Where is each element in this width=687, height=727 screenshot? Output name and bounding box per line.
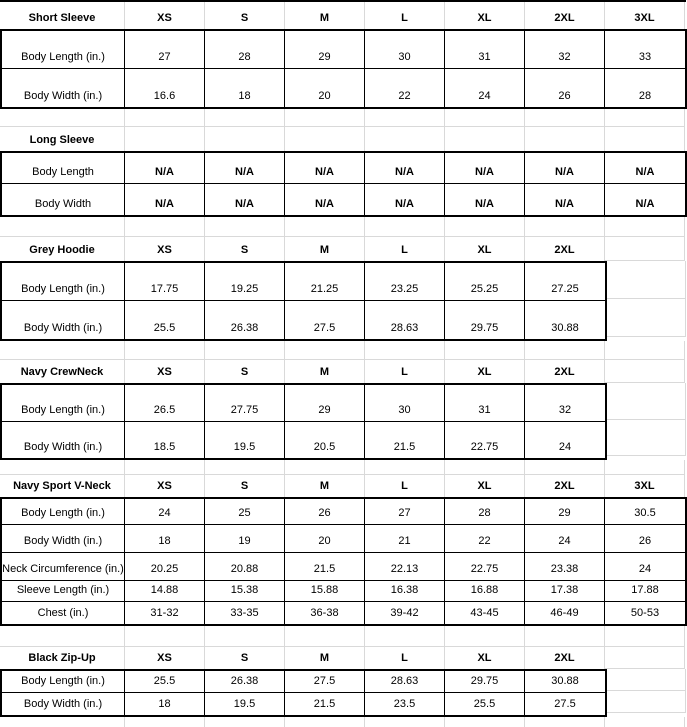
value-cell[interactable]: 27 [365,499,445,525]
value-cell[interactable]: 25 [205,499,285,525]
bottom-gap-row [0,717,685,727]
empty-cell[interactable] [125,341,205,360]
value-cell[interactable]: 24 [525,422,605,458]
section-data-area [0,151,686,217]
section-gap-row [0,626,685,647]
empty-cell[interactable] [365,341,445,360]
empty-cell[interactable] [365,127,445,151]
value-cell[interactable]: 27.5 [285,671,365,693]
empty-cell[interactable] [605,360,685,383]
value-cell[interactable]: 26.38 [205,671,285,693]
row-label-cell[interactable]: Sleeve Length (in.) [2,581,125,602]
size-header-cell[interactable]: L [365,2,445,29]
product-name-cell[interactable]: Black Zip-Up [0,647,125,669]
value-cell[interactable]: N/A [525,153,605,184]
value-cell[interactable]: 31 [445,31,525,69]
empty-cell[interactable] [605,109,685,127]
row-label-cell[interactable]: Body Length (in.) [2,385,125,422]
value-cell[interactable]: 27.75 [205,385,285,422]
value-cell[interactable]: 26 [285,499,365,525]
row-label-cell[interactable]: Body Length (in.) [2,31,125,69]
value-cell[interactable]: 23.5 [365,693,445,715]
section-data-area [0,669,686,717]
value-cell[interactable]: N/A [285,184,365,215]
value-cell[interactable]: 21 [365,525,445,553]
empty-cell[interactable] [125,109,205,127]
value-cell[interactable]: 30.88 [525,671,605,693]
size-header-cell[interactable]: 2XL [525,647,605,669]
section-data-area [0,383,686,460]
empty-cell[interactable] [0,460,125,475]
size-header-cell[interactable]: M [285,475,365,497]
size-header-cell[interactable]: M [285,2,365,29]
empty-cell[interactable] [125,217,205,237]
empty-cell[interactable] [0,626,125,647]
value-cell[interactable]: 17.75 [125,263,205,301]
product-name-cell[interactable]: Short Sleeve [0,2,125,29]
value-cell[interactable]: 24 [525,525,605,553]
empty-columns [607,669,686,717]
size-header-cell[interactable]: XS [125,475,205,497]
empty-cell[interactable] [605,460,685,475]
empty-cell[interactable] [605,341,685,360]
value-cell[interactable]: 33 [605,31,685,69]
size-header-cell[interactable]: S [205,360,285,383]
empty-cell[interactable] [445,127,525,151]
section-gap-row [0,109,685,127]
empty-cell[interactable] [445,217,525,237]
size-header-cell[interactable]: 2XL [525,360,605,383]
value-cell[interactable]: 31-32 [125,602,205,624]
value-cell[interactable]: 22 [445,525,525,553]
value-cell[interactable]: 18 [125,525,205,553]
value-cell[interactable]: N/A [125,153,205,184]
row-label-cell[interactable]: Body Length (in.) [2,263,125,301]
empty-cell[interactable] [0,217,125,237]
row-label-cell[interactable]: Body Width (in.) [2,693,125,715]
value-cell[interactable]: 26.5 [125,385,205,422]
value-cell[interactable]: 25.5 [125,671,205,693]
size-header-cell[interactable]: 2XL [525,475,605,497]
empty-cell[interactable] [607,299,686,337]
size-header-cell[interactable]: S [205,475,285,497]
value-cell[interactable]: 17.88 [605,581,685,602]
empty-cell[interactable] [365,626,445,647]
value-cell[interactable]: 19 [205,525,285,553]
row-label-cell[interactable]: Body Width [2,184,125,215]
value-cell[interactable]: 18 [125,693,205,715]
size-header-cell[interactable]: 3XL [605,2,685,29]
value-cell[interactable]: 16.6 [125,69,205,107]
size-table [0,261,607,341]
empty-cell[interactable] [605,717,685,727]
value-cell[interactable]: 20.5 [285,422,365,458]
value-cell[interactable]: 27 [125,31,205,69]
empty-cell[interactable] [0,109,125,127]
size-header-cell[interactable]: L [365,647,445,669]
value-cell[interactable]: 22.75 [445,422,525,458]
product-name-cell[interactable]: Long Sleeve [0,127,125,151]
value-cell[interactable]: 32 [525,385,605,422]
value-cell[interactable]: 30.88 [525,301,605,339]
value-cell[interactable]: 20.25 [125,553,205,581]
value-cell[interactable]: 18.5 [125,422,205,458]
value-cell[interactable]: 23.38 [525,553,605,581]
value-cell[interactable]: 23.25 [365,263,445,301]
value-cell[interactable]: 27.25 [525,263,605,301]
value-cell[interactable]: 22 [365,69,445,107]
section-gap-row [0,217,685,237]
empty-cell[interactable] [525,626,605,647]
value-cell[interactable]: 15.38 [205,581,285,602]
row-label-cell[interactable]: Body Width (in.) [2,525,125,553]
section-header-row [0,360,685,383]
value-cell[interactable]: 32 [525,31,605,69]
size-header-cell[interactable]: XL [445,2,525,29]
value-cell[interactable]: 43-45 [445,602,525,624]
empty-cell[interactable] [445,460,525,475]
row-label-cell[interactable]: Body Length (in.) [2,499,125,525]
value-cell[interactable]: 27.5 [525,693,605,715]
value-cell[interactable]: N/A [125,184,205,215]
value-cell[interactable]: 26.38 [205,301,285,339]
size-header-cell[interactable]: L [365,475,445,497]
size-header-cell[interactable]: L [365,237,445,261]
value-cell[interactable]: 25.5 [125,301,205,339]
value-cell[interactable]: N/A [205,184,285,215]
size-header-cell[interactable]: M [285,237,365,261]
section-gap-row [0,460,685,475]
empty-cell[interactable] [365,717,445,727]
empty-cell[interactable] [205,217,285,237]
empty-cell[interactable] [607,691,686,713]
section-header-row [0,475,685,497]
value-cell[interactable]: 31 [445,385,525,422]
value-cell[interactable]: 24 [125,499,205,525]
empty-cell[interactable] [605,237,685,261]
empty-cell[interactable] [125,460,205,475]
value-cell[interactable]: 29.75 [445,671,525,693]
value-cell[interactable]: 24 [605,553,685,581]
empty-cell[interactable] [605,647,685,669]
size-header-cell[interactable]: 2XL [525,237,605,261]
empty-cell[interactable] [365,217,445,237]
size-header-cell[interactable]: M [285,647,365,669]
product-name-cell[interactable]: Grey Hoodie [0,237,125,261]
value-cell[interactable]: 29 [525,499,605,525]
value-cell[interactable]: 28.63 [365,301,445,339]
value-cell[interactable]: 24 [445,69,525,107]
section-data-area [0,29,686,109]
empty-cell[interactable] [205,127,285,151]
empty-cell[interactable] [525,217,605,237]
size-header-cell[interactable]: XL [445,237,525,261]
value-cell[interactable]: 21.5 [285,553,365,581]
value-cell[interactable]: 16.38 [365,581,445,602]
empty-cell[interactable] [607,383,686,420]
empty-cell[interactable] [285,460,365,475]
size-table [0,151,687,217]
empty-cell[interactable] [525,460,605,475]
size-header-cell[interactable]: S [205,2,285,29]
empty-columns [607,261,686,341]
empty-cell[interactable] [365,460,445,475]
empty-cell[interactable] [365,109,445,127]
row-label-cell[interactable]: Body Length (in.) [2,671,125,693]
size-header-cell[interactable]: M [285,360,365,383]
empty-cell[interactable] [605,127,685,151]
row-label-cell[interactable]: Neck Circumference (in.) [2,553,125,581]
empty-columns [607,383,686,460]
empty-cell[interactable] [607,261,686,299]
size-header-cell[interactable]: 2XL [525,2,605,29]
value-cell[interactable]: 46-49 [525,602,605,624]
size-header-cell[interactable]: XS [125,2,205,29]
value-cell[interactable]: N/A [285,153,365,184]
row-label-cell[interactable]: Body Length [2,153,125,184]
value-cell[interactable]: N/A [525,184,605,215]
value-cell[interactable]: 28 [205,31,285,69]
empty-cell[interactable] [205,460,285,475]
empty-cell[interactable] [525,717,605,727]
value-cell[interactable]: 26 [605,525,685,553]
size-table [0,383,607,460]
value-cell[interactable]: 28.63 [365,671,445,693]
empty-cell[interactable] [205,109,285,127]
value-cell[interactable]: 30 [365,31,445,69]
value-cell[interactable]: 22.13 [365,553,445,581]
value-cell[interactable]: 29 [285,385,365,422]
size-header-cell[interactable]: XS [125,360,205,383]
section-gap-row [0,341,685,360]
value-cell[interactable]: 29.75 [445,301,525,339]
empty-cell[interactable] [525,341,605,360]
value-cell[interactable]: 16.88 [445,581,525,602]
value-cell[interactable]: 25.5 [445,693,525,715]
value-cell[interactable]: 28 [605,69,685,107]
empty-cell[interactable] [125,717,205,727]
row-label-cell[interactable]: Body Width (in.) [2,69,125,107]
row-label-cell[interactable]: Chest (in.) [2,602,125,624]
section-data-area [0,261,686,341]
value-cell[interactable]: 15.88 [285,581,365,602]
size-header-cell[interactable]: XL [445,647,525,669]
empty-cell[interactable] [525,127,605,151]
value-cell[interactable]: 50-53 [605,602,685,624]
section-header-row [0,2,685,29]
value-cell[interactable]: N/A [605,153,685,184]
empty-cell[interactable] [285,626,365,647]
empty-cell[interactable] [125,626,205,647]
value-cell[interactable]: 33-35 [205,602,285,624]
empty-cell[interactable] [445,717,525,727]
empty-cell[interactable] [445,109,525,127]
size-table [0,29,687,109]
value-cell[interactable]: 20 [285,69,365,107]
empty-cell[interactable] [445,341,525,360]
empty-cell[interactable] [125,127,205,151]
value-cell[interactable]: 17.38 [525,581,605,602]
empty-cell[interactable] [205,341,285,360]
empty-cell[interactable] [605,217,685,237]
value-cell[interactable]: 28 [445,499,525,525]
empty-cell[interactable] [607,420,686,456]
value-cell[interactable]: 30.5 [605,499,685,525]
size-header-cell[interactable]: XS [125,237,205,261]
empty-cell[interactable] [285,109,365,127]
value-cell[interactable]: 29 [285,31,365,69]
empty-cell[interactable] [525,109,605,127]
value-cell[interactable]: 21.25 [285,263,365,301]
empty-cell[interactable] [445,626,525,647]
value-cell[interactable]: 19.5 [205,422,285,458]
product-name-cell[interactable]: Navy Sport V-Neck [0,475,125,497]
value-cell[interactable]: 19.25 [205,263,285,301]
value-cell[interactable]: 22.75 [445,553,525,581]
size-table [0,669,607,717]
row-label-cell[interactable]: Body Width (in.) [2,422,125,458]
empty-cell[interactable] [285,341,365,360]
value-cell[interactable]: 26 [525,69,605,107]
empty-cell[interactable] [0,717,125,727]
value-cell[interactable]: 25.25 [445,263,525,301]
value-cell[interactable]: 20.88 [205,553,285,581]
value-cell[interactable]: 27.5 [285,301,365,339]
row-label-cell[interactable]: Body Width (in.) [2,301,125,339]
size-table [0,497,687,626]
size-header-cell[interactable]: XL [445,475,525,497]
empty-cell[interactable] [285,717,365,727]
empty-cell[interactable] [605,626,685,647]
value-cell[interactable]: N/A [445,153,525,184]
size-header-cell[interactable]: S [205,237,285,261]
value-cell[interactable]: 20 [285,525,365,553]
value-cell[interactable]: 36-38 [285,602,365,624]
value-cell[interactable]: N/A [605,184,685,215]
size-header-cell[interactable]: 3XL [605,475,685,497]
size-header-cell[interactable]: L [365,360,445,383]
size-header-cell[interactable]: XS [125,647,205,669]
empty-cell[interactable] [205,717,285,727]
section-header-row [0,647,685,669]
size-header-cell[interactable]: S [205,647,285,669]
empty-cell[interactable] [607,669,686,691]
value-cell[interactable]: 21.5 [285,693,365,715]
section-header-row [0,237,685,261]
value-cell[interactable]: 21.5 [365,422,445,458]
size-header-cell[interactable]: XL [445,360,525,383]
value-cell[interactable]: 30 [365,385,445,422]
value-cell[interactable]: N/A [205,153,285,184]
value-cell[interactable]: N/A [365,184,445,215]
empty-cell[interactable] [0,341,125,360]
value-cell[interactable]: 19.5 [205,693,285,715]
empty-cell[interactable] [205,626,285,647]
section-data-area [0,497,686,626]
value-cell[interactable]: N/A [365,153,445,184]
product-name-cell[interactable]: Navy CrewNeck [0,360,125,383]
value-cell[interactable]: 39-42 [365,602,445,624]
section-header-row [0,127,685,151]
empty-cell[interactable] [285,217,365,237]
empty-cell[interactable] [285,127,365,151]
value-cell[interactable]: 14.88 [125,581,205,602]
value-cell[interactable]: N/A [445,184,525,215]
value-cell[interactable]: 18 [205,69,285,107]
